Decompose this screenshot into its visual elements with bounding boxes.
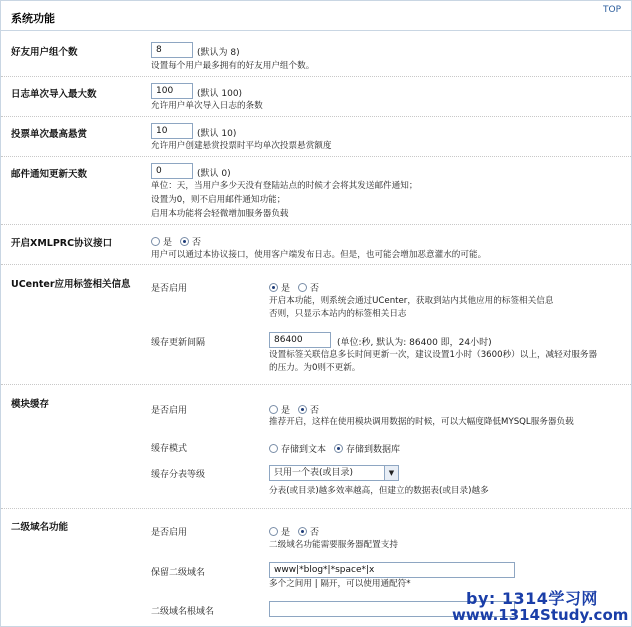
cache-level-selected: 只用一个表(或目录) (274, 468, 354, 478)
block-cache-no-radio[interactable] (298, 405, 307, 414)
friend-groups-hint: (默认为 8) (197, 48, 240, 58)
subdomain-root-label: 二级域名根域名 (151, 607, 215, 617)
cache-level-select[interactable] (269, 465, 399, 481)
cache-mode-text-label: 存储到文本 (281, 445, 327, 455)
vote-reward-label: 投票单次最高悬赏 (11, 129, 88, 140)
xmlrpc-radio-group (151, 235, 201, 248)
cache-mode-db-radio[interactable] (334, 444, 343, 453)
subdomain-no-label: 否 (310, 528, 320, 538)
ucenter-enable-radio-group (269, 281, 319, 294)
block-cache-row (1, 385, 631, 509)
block-cache-mode-label: 缓存模式 (151, 444, 188, 454)
vote-reward-input[interactable] (151, 123, 193, 139)
subdomain-yes-radio[interactable] (269, 527, 278, 536)
block-cache-enable-desc: 推荐开启，这样在使用模块调用数据的时候，可以大幅度降低MYSQL服务器负载 (269, 417, 574, 427)
mail-notify-input[interactable] (151, 163, 193, 179)
cache-mode-text-radio[interactable] (269, 444, 278, 453)
blog-import-desc: 允许用户单次导入日志的条数 (151, 101, 263, 111)
cache-mode-db-label: 存储到数据库 (346, 445, 401, 455)
mail-notify-label: 邮件通知更新天数 (11, 169, 88, 180)
block-cache-yes-label: 是 (281, 406, 291, 416)
friend-groups-desc: 设置每个用户最多拥有的好友用户组个数。 (151, 61, 315, 71)
subdomain-enable-label: 是否启用 (151, 528, 188, 538)
subdomain-label: 二级域名功能 (11, 522, 69, 533)
vote-reward-hint: (默认 10) (197, 129, 237, 139)
section-title: 系统功能 (11, 12, 55, 25)
blog-import-label: 日志单次导入最大数 (11, 89, 97, 100)
subdomain-yes-label: 是 (281, 528, 291, 538)
subdomain-no-radio[interactable] (298, 527, 307, 536)
block-cache-level-label: 缓存分表等级 (151, 470, 206, 480)
friend-groups-label: 好友用户组个数 (11, 47, 78, 58)
xmlrpc-yes-radio[interactable] (151, 237, 160, 246)
vote-reward-desc: 允许用户创建悬赏投票时平均单次投票悬赏额度 (151, 141, 332, 151)
ucenter-yes-label: 是 (281, 284, 291, 294)
xmlrpc-label: 开启XMLPRC协议接口 (11, 238, 113, 249)
mail-notify-desc-3: 启用本功能将会轻微增加服务器负载 (151, 209, 289, 219)
block-cache-enable-label: 是否启用 (151, 406, 188, 416)
blog-import-hint: (默认 100) (197, 89, 243, 99)
block-cache-label: 模块缓存 (11, 399, 50, 410)
subdomain-radio-group (269, 525, 319, 538)
mail-notify-desc-2: 设置为0，则不启用邮件通知功能； (151, 195, 286, 205)
blog-import-input[interactable] (151, 83, 193, 99)
block-cache-no-label: 否 (310, 406, 320, 416)
block-cache-mode-radio-group (269, 442, 400, 455)
ucenter-no-label: 否 (310, 284, 320, 294)
ucenter-cache-desc-2: 的压力。为0则不更新。 (269, 363, 361, 373)
ucenter-row (1, 265, 631, 385)
ucenter-no-radio[interactable] (298, 283, 307, 292)
xmlrpc-desc: 用户可以通过本协议接口，使用客户端发布日志。但是，也可能会增加恶意灌水的可能。 (151, 250, 487, 260)
mail-notify-hint: (默认 0) (197, 169, 231, 179)
mail-notify-row (1, 157, 631, 225)
watermark-line-2: www.1314Study.com (452, 606, 629, 624)
friend-groups-input[interactable] (151, 42, 193, 58)
ucenter-label: UCenter应用标签相关信息 (11, 279, 131, 290)
ucenter-cache-label: 缓存更新间隔 (151, 338, 206, 348)
subdomain-reserved-desc: 多个之间用 | 隔开，可以使用通配符* (269, 579, 411, 589)
ucenter-cache-desc-1: 设置标签关联信息多长时间更新一次，建议设置1小时（3600秒）以上，减轻对服务器 (269, 350, 598, 360)
chevron-down-icon: ▼ (384, 466, 398, 480)
xmlrpc-no-radio[interactable] (180, 237, 189, 246)
xmlrpc-no-label: 否 (192, 238, 202, 248)
block-cache-radio-group (269, 403, 319, 416)
top-link[interactable]: TOP (602, 5, 621, 15)
mail-notify-desc-1: 单位：天，当用户多少天没有登陆站点的时候才会将其发送邮件通知； (151, 181, 418, 191)
ucenter-enable-label: 是否启用 (151, 284, 188, 294)
blog-import-row (1, 77, 631, 117)
block-cache-level-desc: 分表(或目录)越多效率越高，但建立的数据表(或目录)越多 (269, 486, 489, 496)
xmlrpc-row (1, 225, 631, 265)
vote-reward-row (1, 117, 631, 157)
watermark-line-1: by: 1314学习网 (466, 589, 598, 608)
ucenter-yes-radio[interactable] (269, 283, 278, 292)
xmlrpc-yes-label: 是 (163, 238, 173, 248)
ucenter-enable-desc-2: 否则，只显示本站内的标签相关日志 (269, 309, 407, 319)
subdomain-reserved-label: 保留二级域名 (151, 568, 206, 578)
subdomain-enable-desc: 二级域名功能需要服务器配置支持 (269, 540, 398, 550)
ucenter-cache-input[interactable] (269, 332, 331, 348)
subdomain-reserved-input[interactable] (269, 562, 515, 578)
friend-groups-row (1, 32, 631, 77)
block-cache-yes-radio[interactable] (269, 405, 278, 414)
ucenter-enable-desc-1: 开启本功能，则系统会通过UCenter，获取到站内其他应用的标签相关信息 (269, 296, 554, 306)
ucenter-cache-hint: (单位:秒, 默认为: 86400 即，24小时) (337, 338, 492, 348)
section-header (1, 1, 631, 31)
